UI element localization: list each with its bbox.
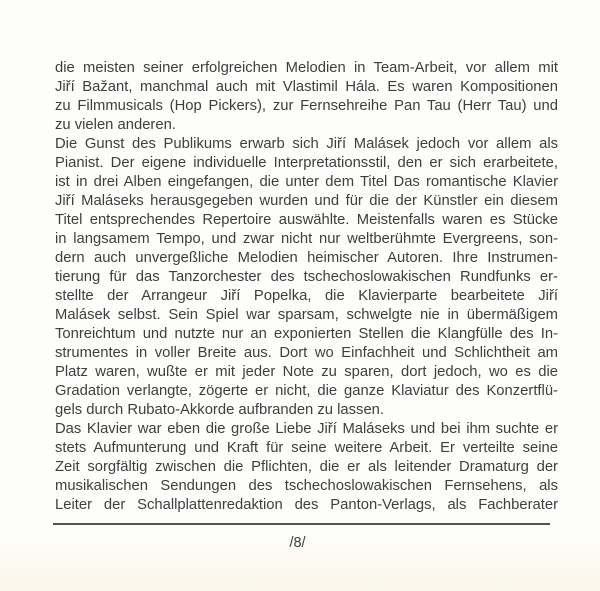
text-line: dern auch unvergeßliche Melodien heimischer Autoren. Ihre Instrumen- bbox=[55, 250, 558, 266]
text-line: Leiter der Schallplattenredaktion des Panton-Verlags, als Fachberater bbox=[55, 497, 558, 513]
text-line: Zeit sorgfältig zwischen die Pflichten, die er als leitender Dramaturg der bbox=[55, 459, 558, 475]
text-line: zu vielen anderen. bbox=[55, 117, 176, 133]
text-line: Gradation verlangte, zögerte er nicht, die ganze Klaviatur des Konzertflü- bbox=[55, 383, 558, 399]
text-line: stellte der Arrangeur Jiří Popelka, die Klavierparte bearbeitete Jiří bbox=[55, 288, 558, 304]
text-line: Platz waren, wußte er mit jeder Note zu sparen, dort jedoch, wo es die bbox=[55, 364, 558, 380]
text-line: in langsamem Tempo, und zwar nicht nur weltberühmte Evergreens, son- bbox=[55, 231, 558, 247]
text-line: die meisten seiner erfolgreichen Melodien in Team-Arbeit, vor allem mit bbox=[55, 60, 558, 76]
footer-divider bbox=[53, 523, 550, 525]
paragraph bbox=[55, 135, 558, 420]
text-line: musikalischen Sendungen des tschechoslowakischen Fernsehens, als bbox=[55, 478, 558, 494]
paragraph bbox=[55, 420, 558, 515]
text-line: zu Filmmusicals (Hop Pickers), zur Fernsehreihe Pan Tau (Herr Tau) und bbox=[55, 98, 558, 114]
text-line: Das Klavier war eben die große Liebe Jiří Maláseks und bei ihm suchte er bbox=[55, 421, 558, 437]
text-line: Jiří Maláseks herausgegeben wurden und für die der Künstler ein diesem bbox=[55, 193, 558, 209]
page-number: /8/ bbox=[289, 535, 306, 551]
text-line: Jiří Bažant, manchmal auch mit Vlastimil Hála. Es waren Kompositionen bbox=[55, 79, 558, 95]
text-line: Titel entsprechendes Repertoire auswählte. Meistenfalls waren es Stücke bbox=[55, 212, 558, 228]
text-line: gels durch Rubato-Akkorde aufbranden zu lassen. bbox=[55, 402, 385, 418]
body-text bbox=[55, 59, 558, 515]
paragraph bbox=[55, 59, 558, 135]
text-line: ist in drei Alben eingefangen, die unter dem Titel Das romantische Klavier bbox=[55, 174, 558, 190]
text-line: strumentes in voller Breite aus. Dort wo Einfachheit und Schlichtheit am bbox=[55, 345, 558, 361]
text-line: Tonreichtum und nutzte nur an exponierten Stellen die Klangfülle des In- bbox=[55, 326, 558, 342]
text-line: tierung für das Tanzorchester des tschechoslowakischen Rundfunks er- bbox=[55, 269, 558, 285]
text-line: stets Aufmunterung und Kraft für seine weitere Arbeit. Er verteilte seine bbox=[55, 440, 558, 456]
text-line: Pianist. Der eigene individuelle Interpretationsstil, den er sich erarbeitete, bbox=[55, 155, 558, 171]
text-line: Die Gunst des Publikums erwarb sich Jiří Malásek jedoch vor allem als bbox=[55, 136, 558, 152]
text-line: Malásek selbst. Sein Spiel war sparsam, schwelgte nie in übermäßigem bbox=[55, 307, 558, 323]
